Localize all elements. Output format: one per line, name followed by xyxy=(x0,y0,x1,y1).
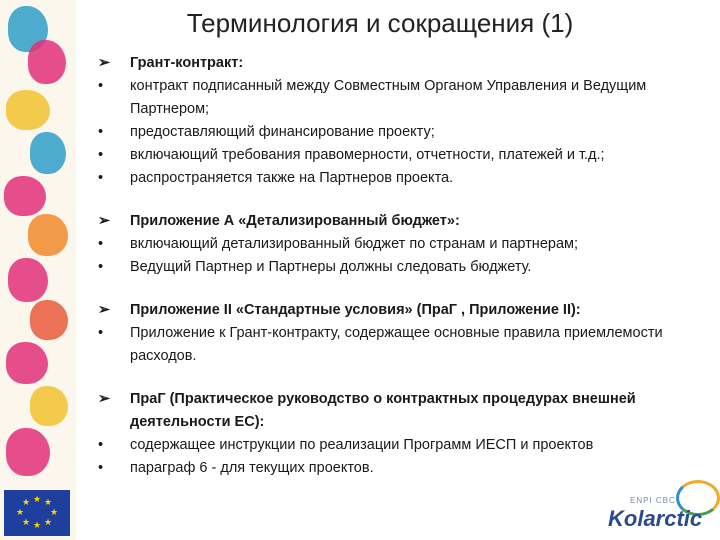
section-heading: ➢ Приложение А «Детализированный бюджет»: xyxy=(98,210,698,233)
figure-decoration xyxy=(4,176,46,216)
logo-name: Kolarctic xyxy=(608,506,703,531)
logo-subtitle: ENPI CBC xyxy=(630,496,676,505)
arrow-bullet-icon: ➢ xyxy=(98,302,111,318)
list-item: • предоставляющий финансирование проекту; xyxy=(98,121,698,144)
list-item: • распространяется также на Партнеров проекта. xyxy=(98,167,698,190)
dot-bullet-icon: • xyxy=(98,325,104,341)
dot-bullet-icon: • xyxy=(98,170,104,186)
figure-decoration xyxy=(8,258,48,302)
figure-decoration xyxy=(6,90,50,130)
arrow-bullet-icon: ➢ xyxy=(98,391,111,407)
dot-bullet-icon: • xyxy=(98,259,104,275)
list-item: • включающий детализированный бюджет по странам и партнерам; xyxy=(98,233,698,256)
section-heading: ➢ Приложение II «Стандартные условия» (ПраГ , Приложение II): xyxy=(98,299,698,322)
dot-bullet-icon: • xyxy=(98,124,104,140)
figure-decoration xyxy=(28,214,68,256)
section-heading: ➢ Грант-контракт: xyxy=(98,52,698,75)
dot-bullet-icon: • xyxy=(98,147,104,163)
dot-bullet-icon: • xyxy=(98,78,104,94)
section-heading: ➢ ПраГ (Практическое руководство о контрактных процедурах внешней деятельности ЕС): xyxy=(98,388,698,434)
list-item: • параграф 6 - для текущих проектов. xyxy=(98,457,698,480)
figure-decoration xyxy=(6,342,48,384)
dot-bullet-icon: • xyxy=(98,460,104,476)
dot-bullet-icon: • xyxy=(98,437,104,453)
figure-decoration xyxy=(30,300,68,340)
terms-content xyxy=(98,52,698,480)
page-title: Терминология и сокращения (1) xyxy=(186,8,574,38)
list-item: • содержащее инструкции по реализации Программ ИЕСП и проектов xyxy=(98,434,698,457)
eu-flag-icon: ★ ★ ★ ★ ★ ★ ★ ★ xyxy=(4,490,70,536)
dot-bullet-icon: • xyxy=(98,236,104,252)
decorative-figures-strip xyxy=(0,0,76,540)
kolarctic-logo xyxy=(608,478,720,540)
figure-decoration xyxy=(30,386,68,426)
list-item: • Приложение к Грант-контракту, содержащее основные правила приемлемости расходов. xyxy=(98,322,698,368)
figure-decoration xyxy=(6,428,50,476)
list-item: • Ведущий Партнер и Партнеры должны следовать бюджету. xyxy=(98,256,698,279)
list-item: • включающий требования правомерности, отчетности, платежей и т.д.; xyxy=(98,144,698,167)
list-item: • контракт подписанный между Совместным Органом Управления и Ведущим Партнером; xyxy=(98,75,698,121)
arrow-bullet-icon: ➢ xyxy=(98,55,111,71)
arrow-bullet-icon: ➢ xyxy=(98,213,111,229)
figure-decoration xyxy=(30,132,66,174)
figure-decoration xyxy=(28,40,66,84)
